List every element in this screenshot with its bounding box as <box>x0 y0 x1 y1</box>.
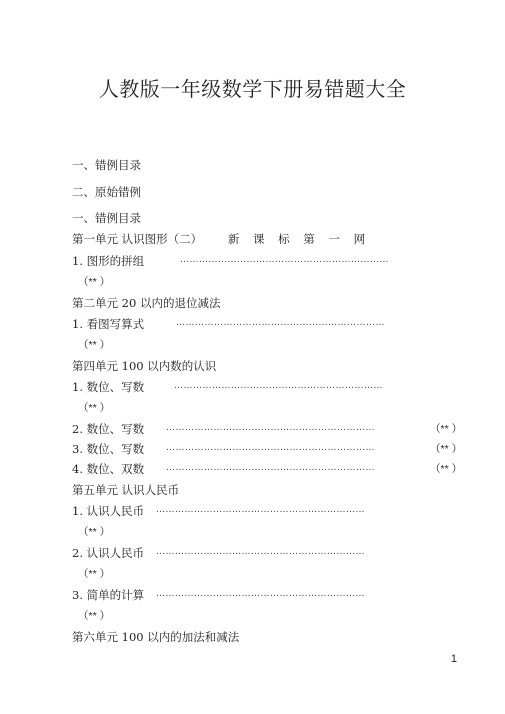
dot-leader: ………………………………………………………… <box>156 547 365 557</box>
dot-leader: ………………………………………………………… <box>174 381 383 391</box>
unit-heading-5: 第五单元 认识人民币 <box>72 483 180 497</box>
dot-leader: ………………………………………………………… <box>166 423 375 433</box>
dot-leader: ………………………………………………………… <box>166 443 375 453</box>
entry-stars: （** ） <box>430 423 463 435</box>
watermark-text: 新 课 标 第 一 网 <box>227 232 371 246</box>
dot-leader: ………………………………………………………… <box>156 589 365 599</box>
dot-leader: ………………………………………………………… <box>176 318 385 328</box>
entry-stars: （** ） <box>78 610 111 622</box>
entry-stars: （** ） <box>78 276 111 288</box>
section-heading: 一、错例目录 <box>72 211 141 225</box>
entry-label: 1. 看图写算式 <box>72 317 145 331</box>
document-title: 人教版一年级数学下册易错题大全 <box>98 77 407 101</box>
dot-leader: ………………………………………………………… <box>166 463 375 473</box>
entry-label: 1. 图形的拼组 <box>72 254 145 268</box>
unit-heading-2: 第二单元 20 以内的退位减法 <box>72 296 221 310</box>
dot-leader: ………………………………………………………… <box>156 505 365 515</box>
entry-label: 1. 认识人民币 <box>72 504 145 518</box>
entry-stars: （** ） <box>430 443 463 455</box>
entry-stars: （** ） <box>78 339 111 351</box>
unit-heading-1-label: 第一单元 认识图形（二） <box>72 232 203 246</box>
entry-stars: （** ） <box>78 402 111 414</box>
entry-stars: （** ） <box>430 463 463 475</box>
entry-label: 2. 认识人民币 <box>72 546 145 560</box>
page-number: 1 <box>450 653 457 665</box>
entry-label: 2. 数位、写数 <box>72 422 145 436</box>
outline-item-2: 二、原始错例 <box>72 185 141 199</box>
entry-stars: （** ） <box>78 568 111 580</box>
unit-heading-4: 第四单元 100 以内数的认识 <box>72 359 217 373</box>
outline-item-1: 一、错例目录 <box>72 158 141 172</box>
entry-label: 1. 数位、写数 <box>72 380 145 394</box>
entry-label: 3. 数位、写数 <box>72 442 145 456</box>
entry-label: 3. 简单的计算 <box>72 588 145 602</box>
unit-heading-6: 第六单元 100 以内的加法和减法 <box>72 630 240 644</box>
entry-stars: （** ） <box>78 526 111 538</box>
entry-label: 4. 数位、双数 <box>72 462 145 476</box>
unit-heading-1 <box>72 232 370 246</box>
dot-leader: ………………………………………………………… <box>180 255 389 265</box>
